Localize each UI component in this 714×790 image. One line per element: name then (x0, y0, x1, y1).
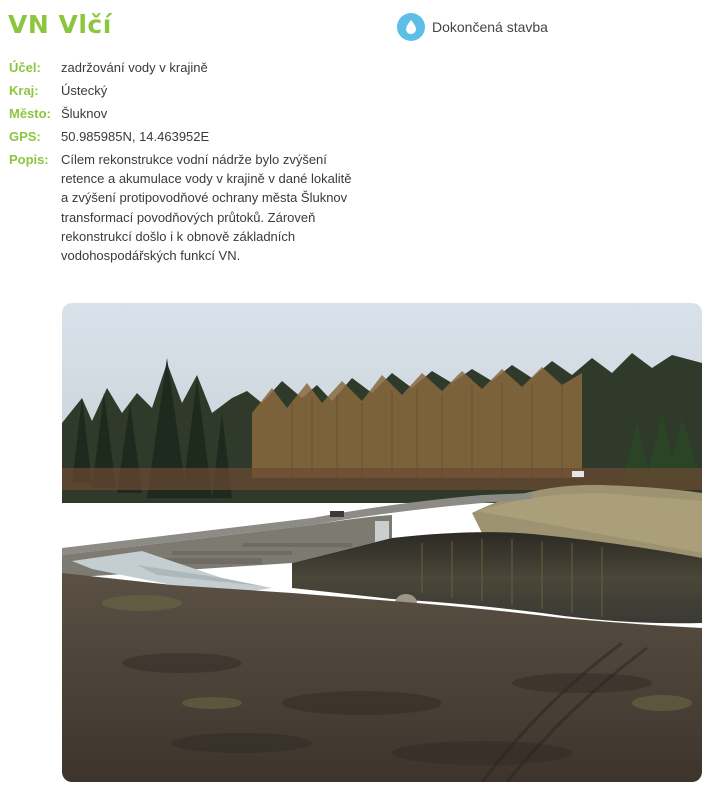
project-details (9, 58, 369, 269)
project-photo (62, 303, 702, 782)
detail-label: Účel: (9, 60, 41, 75)
detail-label: Kraj: (9, 83, 39, 98)
detail-row-mesto (9, 104, 369, 123)
detail-row-ucel (9, 58, 369, 77)
page-title: VN Vlčí (8, 10, 112, 39)
detail-row-kraj (9, 81, 369, 100)
detail-value: Šluknov (61, 106, 108, 121)
detail-value: zadržování vody v krajině (61, 60, 208, 75)
detail-label: Popis: (9, 152, 49, 167)
detail-row-popis (9, 150, 369, 265)
detail-value: Ústecký (61, 83, 108, 98)
detail-label: GPS: (9, 129, 41, 144)
reservoir-landscape-image (62, 303, 702, 782)
detail-row-gps (9, 127, 369, 146)
detail-value: 50.985985N, 14.463952E (61, 129, 210, 144)
status-badge (397, 13, 548, 41)
status-label: Dokončená stavba (432, 19, 548, 35)
water-drop-icon (397, 13, 425, 41)
detail-label: Město: (9, 106, 51, 121)
description-text: Cílem rekonstrukce vodní nádrže bylo zvýšení retence a akumulace vody v krajině v dané lokalitě a zvýšení protipovodňové ochrany města Šluknov transformací povodňových průtoků. Zároveň rekonstrukcí došlo i k obnově základních vodohospodářských funkcí VN. (61, 152, 352, 264)
